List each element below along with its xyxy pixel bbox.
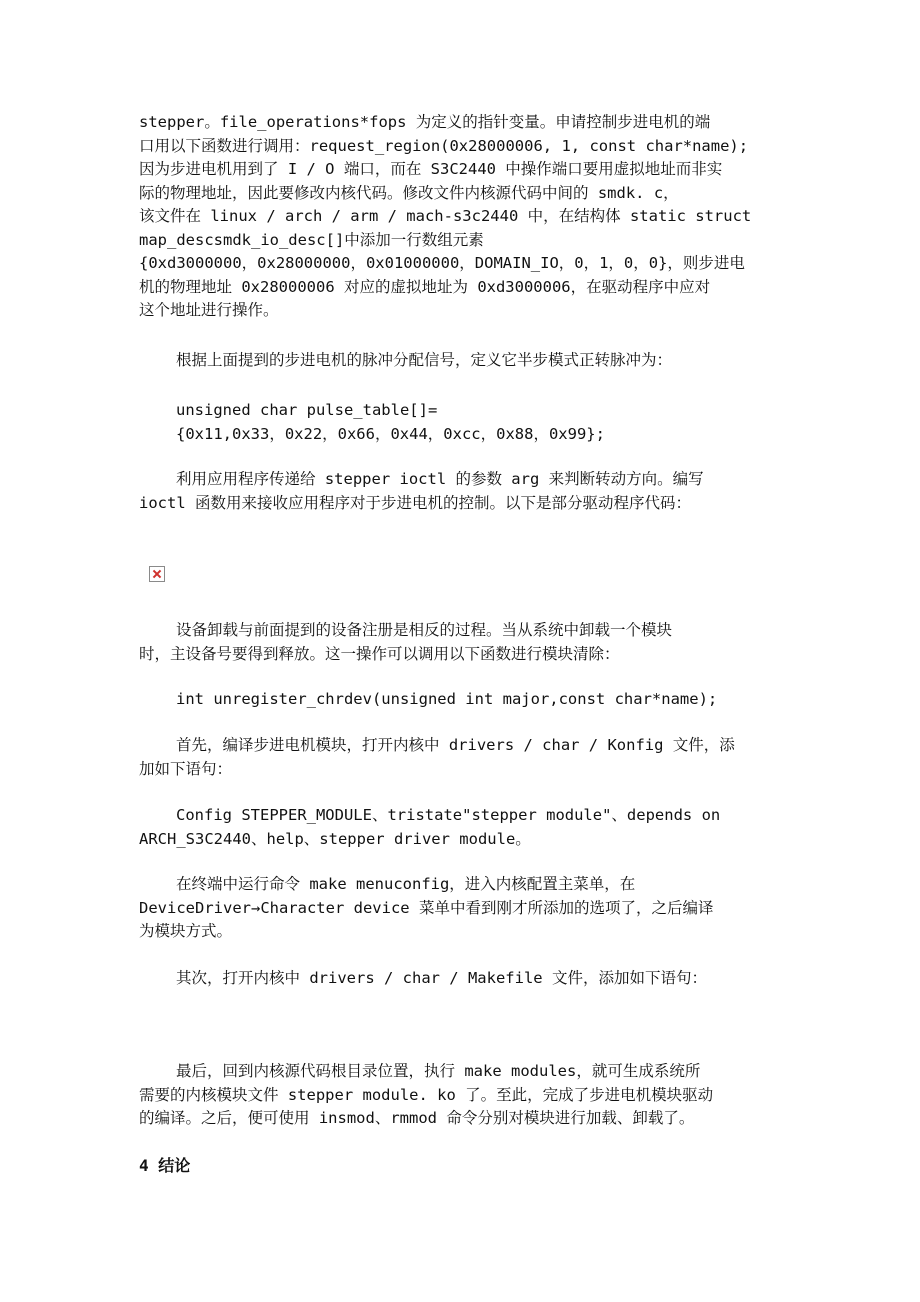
paragraph-ioctl <box>139 468 787 515</box>
text-line: 这个地址进行操作。 <box>139 301 279 319</box>
text-line: 机的物理地址 0x28000006 对应的虚拟地址为 0xd3000006，在驱动程序中应对 <box>139 277 711 296</box>
code-line: Config STEPPER_MODULE、tristate"stepper module"、depends on <box>176 806 721 824</box>
paragraph-konfig <box>139 734 787 781</box>
text-line: 口用以下函数进行调用：request_region(0x28000006, 1, const char*name); <box>139 136 749 155</box>
code-config <box>139 804 787 851</box>
text-line: 在终端中运行命令 make menuconfig，进入内核配置主菜单，在 <box>176 875 636 893</box>
paragraph-menuconfig <box>139 873 787 944</box>
text-line: 为模块方式。 <box>139 922 233 940</box>
text-line: stepper。file_operations*fops 为定义的指针变量。申请控制步进电机的端 <box>139 113 711 131</box>
text-line: 设备卸载与前面提到的设备注册是相反的过程。当从系统中卸载一个模块 <box>176 621 673 639</box>
text-line: DeviceDriver→Character device 菜单中看到刚才所添加的选项了，之后编译 <box>139 898 714 917</box>
text-line: 利用应用程序传递给 stepper ioctl 的参数 arg 来判断转动方向。编写 <box>176 470 704 488</box>
text-line: map_descsmdk_io_desc[]中添加一行数组元素 <box>139 230 484 249</box>
text-line: 的编译。之后，便可使用 insmod、rmmod 命令分别对模块进行加载、卸载了。 <box>139 1109 695 1127</box>
text-line: 其次，打开内核中 drivers / char / Makefile 文件，添加如下语句： <box>176 969 707 987</box>
text-line: {0xd3000000，0x28000000，0x01000000，DOMAIN_IO，0，1，0，0}，则步进电 <box>139 254 745 272</box>
paragraph-unload <box>139 619 787 666</box>
text-line: 首先，编译步进电机模块，打开内核中 drivers / char / Konfig 文件，添 <box>176 736 735 754</box>
text-line: 根据上面提到的步进电机的脉冲分配信号，定义它半步模式正转脉冲为： <box>176 351 673 369</box>
text-line: ioctl 函数用来接收应用程序对于步进电机的控制。以下是部分驱动程序代码： <box>139 493 691 512</box>
text-line: 该文件在 linux / arch / arm / mach-s3c2440 中，在结构体 static struct <box>139 207 752 225</box>
section-heading: 4 结论 <box>139 1156 191 1175</box>
text-line: 时，主设备号要得到释放。这一操作可以调用以下函数进行模块清除： <box>139 644 620 663</box>
code-line: unsigned char pulse_table[]= <box>176 401 438 419</box>
text-line: 际的物理地址，因此要修改内核代码。修改文件内核源代码中间的 smdk. c， <box>139 183 679 202</box>
code-unregister <box>139 688 787 712</box>
text-line: 因为步进电机用到了 I / O 端口，而在 S3C2440 中操作端口要用虚拟地址而非实 <box>139 160 723 178</box>
paragraph-stepper-io-mapping <box>139 111 787 323</box>
text-line: 需要的内核模块文件 stepper module. ko 了。至此，完成了步进电机模块驱动 <box>139 1085 714 1104</box>
text-line: 加如下语句： <box>139 759 233 778</box>
paragraph-pulse-intro <box>139 349 787 373</box>
code-line: int unregister_chrdev(unsigned int major,const char*name); <box>176 690 718 708</box>
code-line: {0x11,0x33，0x22，0x66，0x44，0xcc，0x88，0x99}; <box>176 424 605 443</box>
paragraph-makefile <box>139 967 787 991</box>
text-line: 最后，回到内核源代码根目录位置，执行 make modules，就可生成系统所 <box>176 1062 701 1080</box>
code-line: ARCH_S3C2440、help、stepper driver module。 <box>139 829 531 848</box>
paragraph-make-modules <box>139 1060 787 1131</box>
broken-image-icon <box>149 566 165 582</box>
code-pulse-table <box>139 399 787 446</box>
